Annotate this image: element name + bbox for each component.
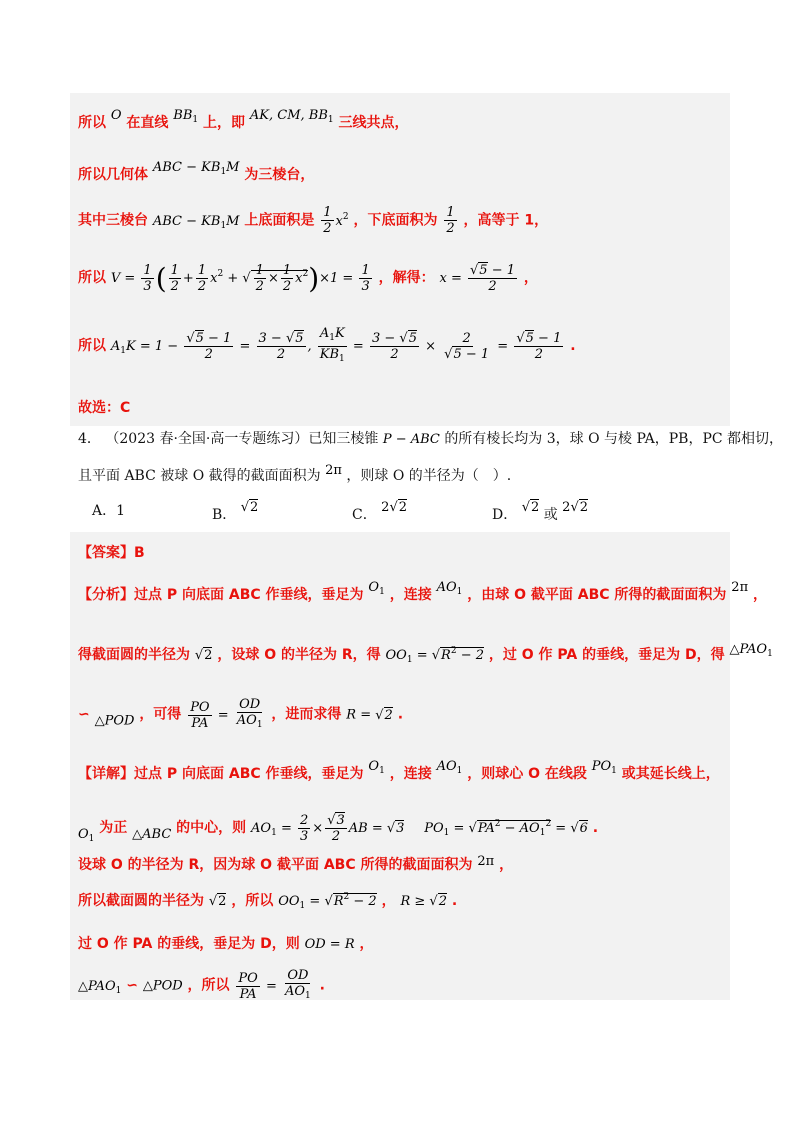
math-ratio-eq: $A_1K = 1$ − √ $\frac{5 - 1}{2}$ = $\frac{3 - √ 5}{2}$ , $\frac{A_1K}{KB_1}$ = $\frac{3 - √ 5}{2}$ × 2 √ 5 − 1 = √ $\frac{5 - 1}{2}$: [111, 339, 565, 354]
text: 所以: [78, 115, 106, 131]
text: 所以: [78, 270, 106, 286]
option-d-label: D．: [492, 507, 518, 523]
option-c[interactable]: [352, 500, 407, 524]
text: ，解得：: [378, 270, 435, 286]
text: ，过 O 作 PA 的垂线，垂足为 D，得: [488, 647, 725, 663]
math-tri-POD: △POD: [94, 713, 135, 729]
option-c-label: C．: [352, 507, 377, 523]
math-ABC-KB1M-2: ABC − $KB_1M$: [152, 213, 240, 231]
math-O1-c: $O_1$: [78, 827, 95, 844]
solution-panel-top: [70, 93, 730, 426]
math-sqrt2: √ 2: [241, 499, 259, 515]
text: 上，即: [203, 115, 246, 131]
text: 且平面 ABC 被球 O 截得的截面面积为: [78, 468, 321, 484]
math-PO-PA-eq: $\frac{PO}{PA}$ = $\frac{OD}{AO_1}$: [190, 697, 263, 731]
option-d[interactable]: [492, 500, 588, 524]
text: ，所以: [187, 977, 230, 994]
text: 【分析】过点 P 向底面 ABC 作垂线，垂足为: [78, 587, 364, 603]
math-tri-PAO1: $\triangle PAO_1$: [729, 642, 773, 659]
text: 得截面圆的半径为: [78, 647, 190, 663]
answer-label: [78, 542, 145, 562]
text: （2023 春·全国·高一专题练习）已知三棱锥: [105, 431, 379, 447]
math-PO1-eq: $PO_1$ = √ $PA^2 - AO_1^2$ = √ 6: [424, 821, 588, 836]
math-AO1-b: $AO_1$: [436, 759, 463, 776]
text: 设球 O 的半径为 R，因为球 O 截平面 ABC 所得的截面面积为: [78, 857, 473, 873]
math-O1: $O_1$: [368, 580, 385, 597]
text: ，连接: [389, 766, 432, 782]
analysis-line3: [78, 697, 403, 733]
text: ，由球 O 截平面 ABC 所得的截面面积为: [467, 587, 727, 603]
math-sqrt2-r: √ 2: [195, 647, 213, 663]
text: .: [451, 893, 458, 909]
text: ，可得: [139, 706, 182, 723]
math-ABC-KB1M: ABC − $KB_1M$: [152, 160, 240, 177]
analysis-line2: [78, 642, 773, 665]
text: 为正: [99, 820, 128, 836]
math-AO1: $AO_1$: [436, 580, 463, 597]
detail-line4: [78, 890, 457, 911]
math-volume-eq: V = $\frac{1}{3}$ ( $\frac{1}{2}$ + $\frac{1}{2}$ $x^2$ + √ $\frac{1}{2}$ × $\frac{1}{2}$ $x^2)\times 1$ = $\frac{1}{3}$: [111, 271, 374, 286]
text: ∽: [126, 977, 138, 994]
text: 所以几何体: [78, 167, 148, 183]
text: 或其延长线上，: [621, 766, 720, 782]
text: 为三棱台，: [244, 167, 315, 183]
text: 的中心，则: [176, 820, 247, 836]
text: 过 O 作 PA 的垂线，垂足为 D，则: [78, 936, 300, 952]
detail-line2: [78, 813, 598, 844]
line-volume: [78, 262, 538, 295]
question-4-line2: [78, 463, 511, 485]
detail-line5: [78, 933, 373, 953]
text: ，所以: [231, 893, 274, 909]
option-a-label: A．1: [92, 503, 126, 519]
text: 所以截面圆的半径为: [78, 893, 204, 909]
answer-choice-prev: [78, 397, 130, 417]
math-tri-PAO1-b: $\triangle PAO_1$: [78, 978, 122, 996]
math-OO1-eq-b: $OO_1$ = √ $R^2 - 2$: [278, 894, 377, 909]
text: 上底面积是: [244, 212, 315, 229]
math-R-sqrt2: R = √ 2: [346, 707, 393, 723]
math-half: $\frac{1}{2}$: [446, 205, 455, 236]
text: ，: [499, 857, 514, 873]
question-number: 4．: [78, 431, 101, 447]
math-x-solution: x = √ $\frac{5 - 1}{2}$: [440, 271, 520, 286]
text: .: [570, 338, 576, 354]
math-2pi: 2π: [325, 463, 342, 478]
text: ，连接: [389, 587, 432, 603]
text: ，则球心 O 在线段: [467, 766, 587, 782]
option-b[interactable]: [212, 500, 258, 524]
math-sqrt2-d: √ 2: [522, 499, 540, 515]
math-tri-ABC: △ABC: [132, 827, 172, 842]
text: 【详解】过点 P 向底面 ABC 作垂线，垂足为: [78, 766, 364, 782]
text: 其中三棱台: [78, 212, 148, 229]
math-PO-PA-eq-b: $\frac{PO}{PA}$ = $\frac{OD}{AO_1}$: [238, 968, 311, 1002]
math-AO1-eq: $AO_1$ = $\frac{2}{3}$ × √ $\frac{3}{2}$ AB = √ 3: [251, 821, 404, 836]
line-frustum: [78, 160, 314, 184]
analysis-line1: [78, 580, 767, 604]
line-collinear: [78, 108, 409, 132]
math-AK-CM-BB1: AK, CM, $BB_1$: [249, 108, 334, 125]
line-areas: [78, 205, 548, 236]
math-tri-POD-b: △POD: [142, 978, 183, 994]
math-half-x2: $\frac{1}{2}$: [323, 205, 332, 236]
math-BB1: $BB_1$: [173, 108, 199, 125]
line-ratio: [78, 326, 576, 367]
math-sqrt2-e: √ 2: [209, 893, 227, 909]
text: ，下底面积为: [353, 212, 438, 229]
math-OD-R: OD = R: [304, 937, 355, 952]
math-PO1: $PO_1$: [591, 759, 617, 776]
math-2pi-b: 2π: [731, 580, 749, 595]
math-OO1-eq: $OO_1$ = √ $R^2 - 2$: [386, 648, 485, 663]
text: .: [319, 977, 325, 994]
text: ，高等于 1，: [463, 212, 549, 229]
math-P-ABC: P − ABC: [382, 432, 440, 447]
math-O1-b: $O_1$: [368, 759, 385, 776]
text: ，: [381, 893, 396, 909]
text: .: [397, 706, 404, 723]
text: 【答案】B: [78, 545, 145, 561]
detail-line6: [78, 968, 325, 1004]
text: 所以: [78, 338, 106, 354]
text: 或: [543, 507, 558, 523]
math-x2: $x^2$: [335, 211, 349, 229]
text: ∽: [78, 706, 90, 723]
text: ，: [359, 936, 374, 952]
math-O: O: [110, 108, 122, 123]
text: ，: [753, 587, 767, 603]
math-R-ge-sqrt2: R ≥ √ 2: [400, 893, 447, 909]
detail-line3: [78, 854, 513, 874]
text: .: [592, 820, 599, 836]
text: 在直线: [126, 115, 169, 131]
text: 三线共点，: [338, 115, 409, 131]
option-b-label: B．: [212, 507, 237, 523]
text: ，设球 O 的半径为 R，得: [217, 647, 381, 663]
math-2pi-c: 2π: [477, 854, 495, 869]
text: 故选：C: [78, 400, 131, 416]
text: ，则球 O 的半径为（ ）.: [346, 468, 512, 484]
math-2sqrt2-d: 2√ 2: [562, 499, 588, 515]
option-a[interactable]: [92, 500, 125, 520]
detail-line1: [78, 759, 720, 783]
text: ，: [523, 270, 538, 286]
text: 的所有棱长均为 3，球 O 与棱 PA，PB，PC 都相切，: [444, 431, 784, 447]
text: ，进而求得: [271, 706, 342, 723]
question-4-line1: [78, 428, 783, 448]
math-2sqrt2: 2√ 2: [381, 499, 407, 515]
